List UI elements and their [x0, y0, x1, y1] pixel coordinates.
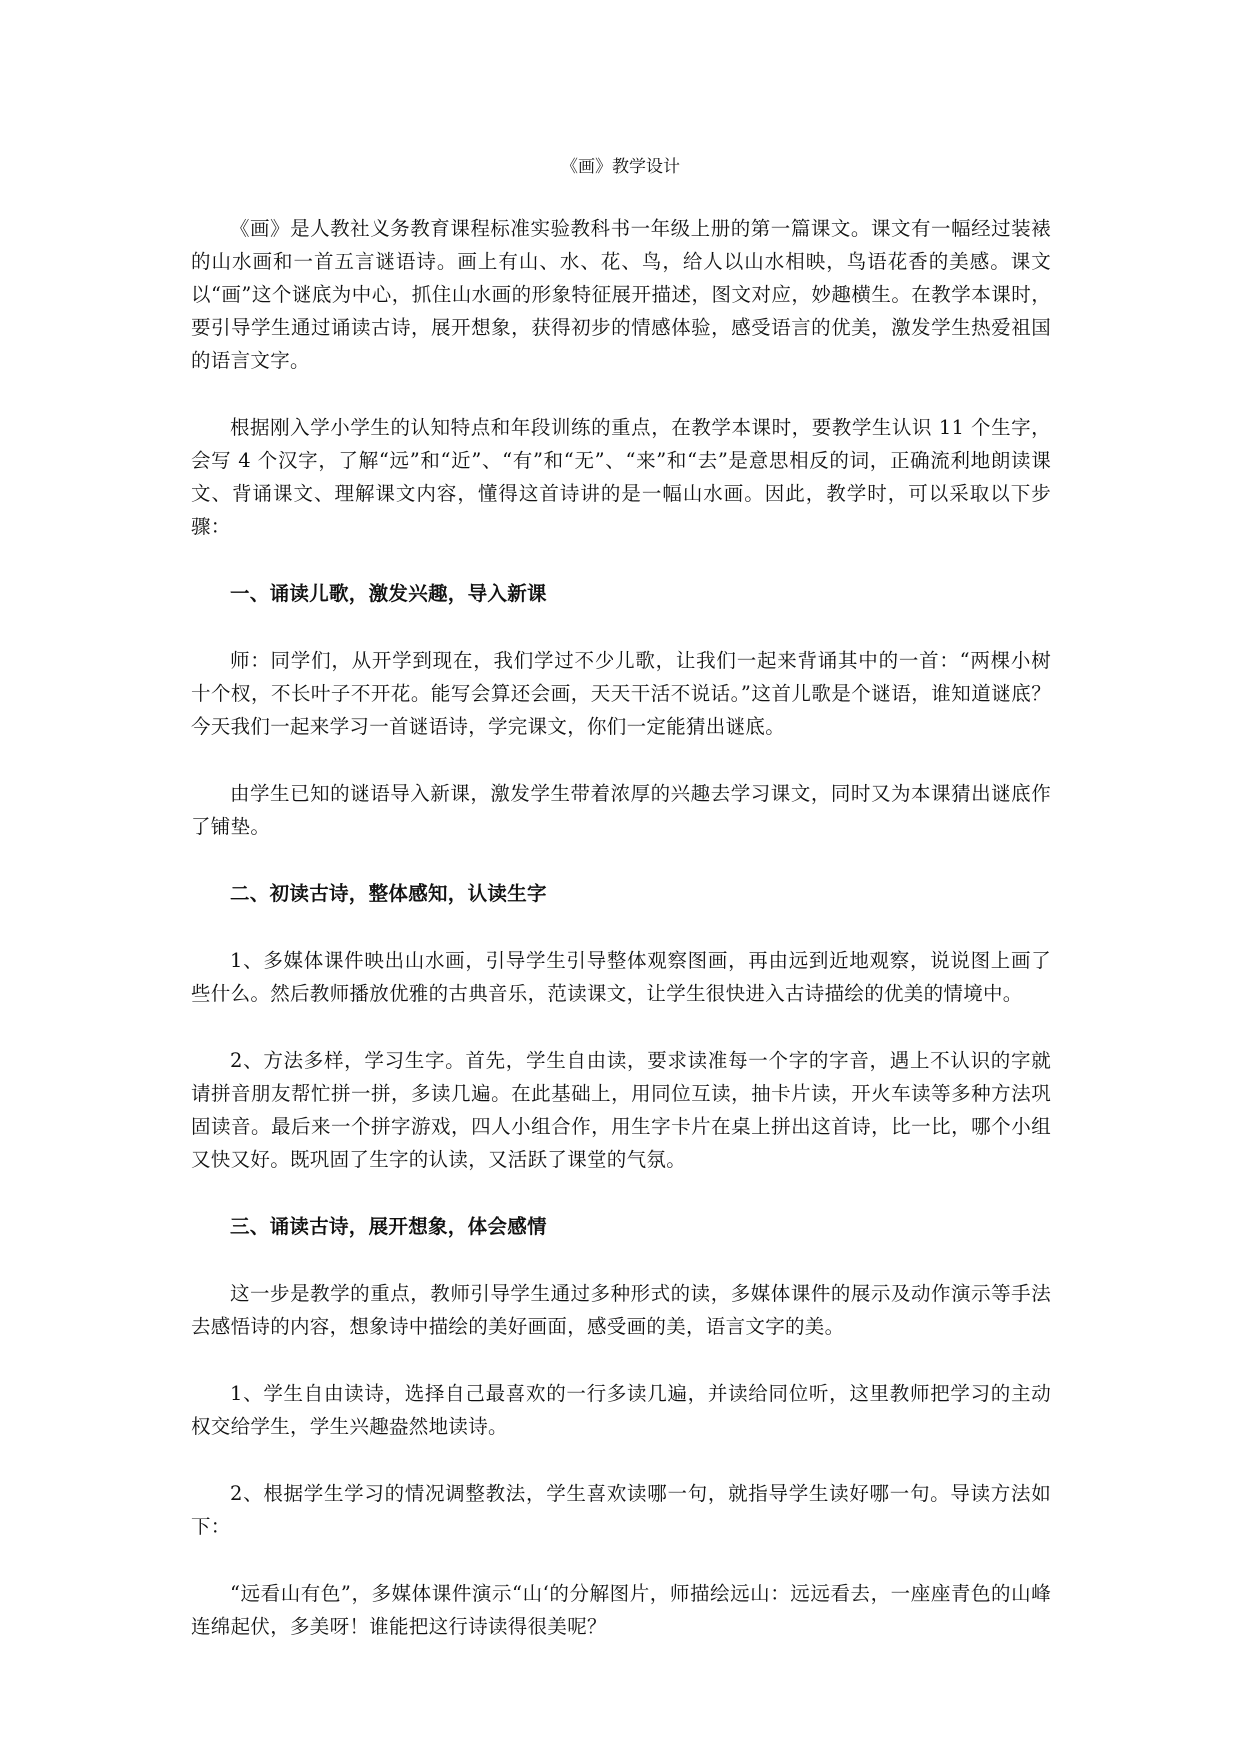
paragraph-step-2-1: 1、多媒体课件映出山水画，引导学生引导整体观察图画，再由远到近地观察，说说图上画了些什么。然后教师播放优雅的古典音乐，范读课文，让学生很快进入古诗描绘的优美的情境中。 — [191, 949, 1051, 1005]
paragraph-step-3-mountain: “远看山有色”，多媒体课件演示“山‘的分解图片，师描绘远山：远远看去，一座座青色的山峰连绵起伏，多美呀！谁能把这行诗读得很美呢？ — [191, 1582, 1051, 1638]
section-heading-3: 三、诵读古诗，展开想象，体会感情 — [230, 1215, 547, 1238]
section-heading-1: 一、诵读儿歌，激发兴趣，导入新课 — [230, 582, 547, 605]
paragraph-riddle-intro: 由学生已知的谜语导入新课，激发学生带着浓厚的兴趣去学习课文，同时又为本课猜出谜底作了铺垫。 — [191, 782, 1051, 838]
paragraph-step-2-2: 2、方法多样，学习生字。首先，学生自由读，要求读准每一个字的字音，遇上不认识的字就请拼音朋友帮忙拼一拼，多读几遍。在此基础上，用同位互读，抽卡片读，开火车读等多种方法巩固读音。最后来一个拼字游戏，四人小组合作，用生字卡片在桌上拼出这首诗，比一比，哪个小组又快又好。既巩固了生字的认读，又活跃了课堂的气氛。 — [191, 1049, 1051, 1171]
page-title: 《画》教学设计 — [561, 157, 680, 177]
paragraph-step-3-1: 1、学生自由读诗，选择自己最喜欢的一行多读几遍，并读给同位听，这里教师把学习的主动权交给学生，学生兴趣盎然地读诗。 — [191, 1382, 1051, 1438]
paragraph-intro: 《画》是人教社义务教育课程标准实验教科书一年级上册的第一篇课文。课文有一幅经过装裱的山水画和一首五言谜语诗。画上有山、水、花、鸟，给人以山水相映，鸟语花香的美感。课文以“画”这个谜底为中心，抓住山水画的形象特征展开描述，图文对应，妙趣横生。在教学本课时，要引导学生通过诵读古诗，展开想象，获得初步的情感体验，感受语言的优美，激发学生热爱祖国的语言文字。 — [191, 217, 1051, 372]
document-body — [191, 212, 1051, 1677]
section-heading-2: 二、初读古诗，整体感知，认读生字 — [230, 882, 547, 905]
paragraph-step-3-intro: 这一步是教学的重点，教师引导学生通过多种形式的读，多媒体课件的展示及动作演示等手法去感悟诗的内容，想象诗中描绘的美好画面，感受画的美，语言文字的美。 — [191, 1282, 1051, 1338]
paragraph-step-3-2: 2、根据学生学习的情况调整教法，学生喜欢读哪一句，就指导学生读好哪一句。导读方法如下： — [191, 1482, 1051, 1538]
paragraph-objectives: 根据刚入学小学生的认知特点和年段训练的重点，在教学本课时，要教学生认识 11 个生字，会写 4 个汉字，了解“远”和“近”、“有”和“无”、“来”和“去”是意思相反的词，正确流利地朗读课文、背诵课文、理解课文内容，懂得这首诗讲的是一幅山水画。因此，教学时，可以采取以下步骤： — [191, 416, 1051, 538]
paragraph-teacher-riddle: 师：同学们，从开学到现在，我们学过不少儿歌，让我们一起来背诵其中的一首：“两棵小树十个杈，不长叶子不开花。能写会算还会画，天天干活不说话。”这首儿歌是个谜语，谁知道谜底？今天我们一起来学习一首谜语诗，学完课文，你们一定能猜出谜底。 — [191, 649, 1051, 738]
